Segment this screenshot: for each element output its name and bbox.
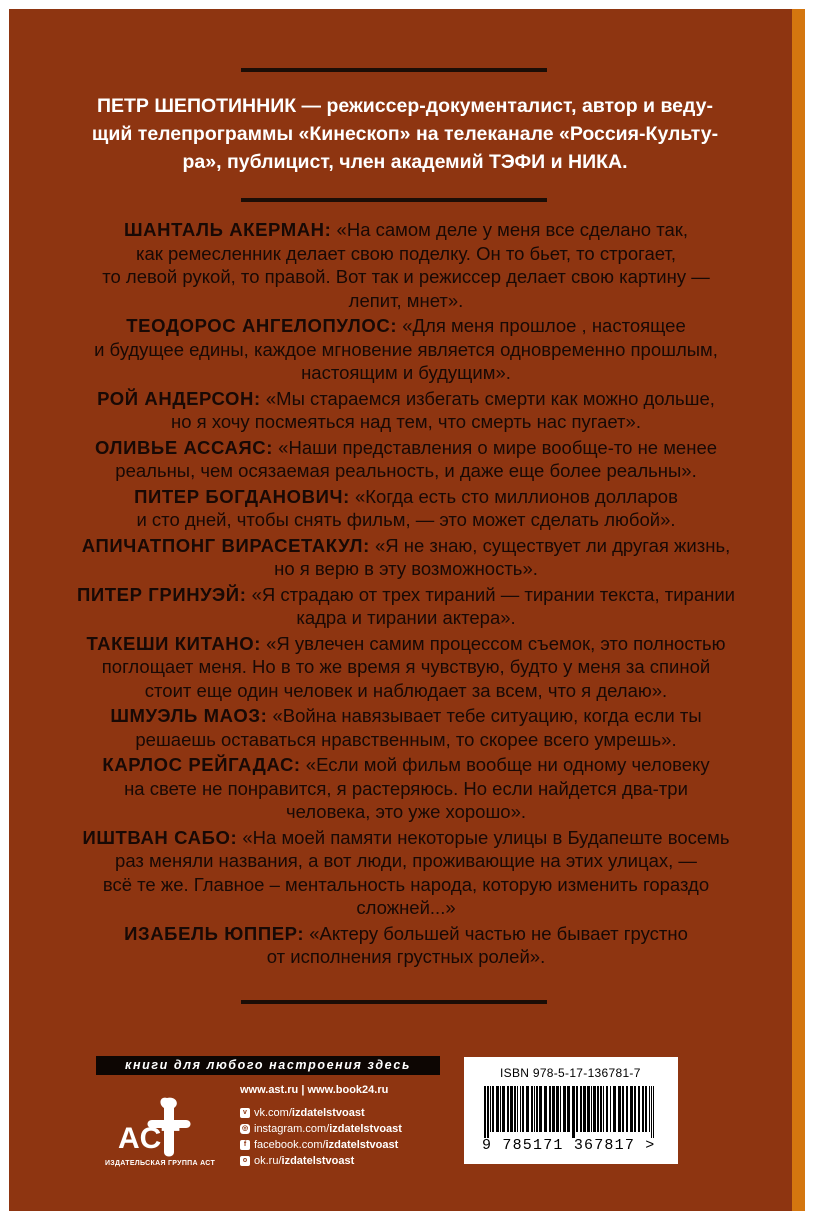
barcode-bar	[649, 1086, 650, 1132]
top-divider	[241, 68, 547, 72]
bio-line: ра», публицист, член академий ТЭФИ и НИКА.	[182, 151, 628, 173]
quote-line: сложней...»	[356, 897, 456, 918]
quote-block	[30, 436, 782, 483]
social-link-ok[interactable]: o ok.ru/ izdatelstvoast	[240, 1153, 402, 1169]
book-spine-edge	[792, 9, 805, 1211]
barcode-bar	[576, 1086, 578, 1132]
barcode-bar	[539, 1086, 542, 1132]
barcode-bar	[520, 1086, 521, 1132]
quote-block	[30, 753, 782, 824]
barcode-bar	[549, 1086, 551, 1132]
quote-first-line	[30, 387, 782, 411]
barcode-bar	[556, 1086, 559, 1132]
quote-block	[30, 826, 782, 920]
director-name: РОЙ АНДЕРСОН:	[97, 387, 261, 409]
quote-block	[30, 583, 782, 630]
quote-line: и будущее едины, каждое мгновение является одновременно прошлым,	[94, 338, 718, 360]
quote-first-line	[30, 485, 782, 509]
barcode-bar	[634, 1086, 636, 1132]
quote-first-line	[30, 704, 782, 728]
barcode-bar	[544, 1086, 547, 1132]
barcode-bar	[651, 1086, 652, 1138]
barcode-bar	[510, 1086, 513, 1132]
quote-line: то левой рукой, то правой. Вот так и режиссер делает свою картину —	[102, 266, 710, 287]
quote-first-line	[30, 314, 782, 338]
quote-text: «Актеру большей частью не бывает грустно	[304, 922, 688, 944]
instagram-icon: ◎	[241, 1125, 249, 1132]
director-name: КАРЛОС РЕЙГАДАС:	[102, 754, 301, 775]
barcode-bar	[492, 1086, 494, 1132]
quote-first-line	[30, 753, 782, 777]
quote-line: от исполнения грустных ролей».	[266, 946, 546, 967]
quote-text: «Для меня прошлое , настоящее	[397, 315, 686, 336]
director-name: ШМУЭЛЬ МАОЗ:	[110, 705, 268, 726]
quote-block	[30, 314, 782, 385]
barcode-bar	[536, 1086, 538, 1132]
barcode-bar	[606, 1086, 608, 1132]
quote-block	[30, 704, 782, 751]
barcode-bar	[591, 1086, 592, 1132]
barcode-bar	[645, 1086, 647, 1132]
barcode-digits: 9 785171 367817 >	[482, 1137, 656, 1154]
quote-first-line	[30, 218, 782, 242]
director-name: АПИЧАТПОНГ ВИРАСЕТАКУЛ:	[81, 534, 370, 556]
barcode-bar	[587, 1086, 590, 1132]
quote-line: лепит, мнет».	[348, 289, 464, 311]
quote-text: «Мы стараемся избегать смерти как можно дольше,	[260, 387, 715, 409]
quote-first-line	[30, 436, 782, 460]
quote-text: «Я увлечен самим процессом съемок, это полностью	[261, 632, 726, 654]
director-name: ИЗАБЕЛЬ ЮППЕР:	[124, 922, 305, 944]
quote-first-line	[30, 922, 782, 946]
barcode-bar	[600, 1086, 602, 1132]
director-name: ПИТЕР ГРИНУЭЙ:	[76, 583, 247, 605]
odnoklassniki-icon: o	[240, 1156, 250, 1166]
middle-divider	[241, 198, 547, 202]
barcode-bar	[490, 1086, 491, 1132]
facebook-icon: f	[240, 1140, 250, 1150]
isbn-barcode-box	[464, 1057, 678, 1164]
vk-icon: v	[240, 1108, 250, 1118]
quote-block	[30, 218, 782, 312]
director-name: ШАНТАЛЬ АКЕРМАН:	[123, 219, 332, 240]
barcode-bar	[507, 1086, 509, 1132]
barcode-bar	[567, 1086, 570, 1132]
quote-line: но я хочу посмеяться над тем, что смерть нас пугает».	[171, 411, 641, 432]
quote-line: поглощает меня. Но в то же время я чувствую, будто у меня за спиной	[101, 656, 711, 677]
barcode-bar	[618, 1086, 621, 1132]
barcode-bar	[526, 1086, 529, 1132]
quote-text: «Наши представления о мире вообще-то не менее	[273, 436, 718, 458]
barcode-bar	[603, 1086, 604, 1132]
quote-block	[30, 632, 782, 703]
quote-first-line	[30, 534, 782, 558]
ast-logo-icon	[112, 1090, 212, 1160]
publisher-slogan: книги для любого настроения здесь	[96, 1056, 440, 1075]
barcode-bar	[638, 1086, 640, 1132]
director-name: ТЕОДОРОС АНГЕЛОПУЛОС:	[126, 315, 398, 336]
barcode-bar	[593, 1086, 596, 1132]
quote-text: «На моей памяти некоторые улицы в Будапеште восемь	[237, 826, 730, 848]
social-link-instagram[interactable]: ◎ instagram.com/ izdatelstvoast	[241, 1123, 402, 1135]
quote-block	[30, 534, 782, 581]
barcode-bar	[622, 1086, 624, 1132]
barcode-bar	[487, 1086, 489, 1138]
barcode-bar	[597, 1086, 599, 1132]
barcode-bar	[531, 1086, 533, 1132]
quote-line: раз меняли названия, а вот люди, проживающие на этих улицах, —	[115, 850, 697, 871]
quote-text: «Война навязывает тебе ситуацию, когда если ты	[267, 705, 702, 726]
barcode-bar	[630, 1086, 633, 1132]
quote-first-line	[30, 632, 782, 656]
barcode-bar	[653, 1086, 654, 1138]
quote-first-line	[30, 826, 782, 850]
quote-text: «Когда есть сто миллионов долларов	[349, 485, 678, 507]
director-name: ИШТВАН САБО:	[82, 826, 238, 848]
barcode	[484, 1086, 660, 1138]
barcode-bar	[484, 1086, 486, 1138]
quote-line: человека, это уже хорошо».	[285, 801, 527, 822]
quote-text: «Если мой фильм вообще ни одному человеку	[300, 754, 710, 775]
barcode-bar	[514, 1086, 516, 1132]
quote-text: «На самом деле у меня все сделано так,	[331, 219, 689, 240]
quote-line: стоит еще один человек и наблюдает за всем, что я делаю».	[144, 679, 668, 701]
barcode-bar	[613, 1086, 616, 1132]
isbn-number: ISBN 978-5-17-136781-7	[500, 1066, 641, 1080]
barcode-bar	[500, 1086, 501, 1132]
barcode-bar	[626, 1086, 628, 1132]
director-name: ОЛИВЬЕ АССАЯС:	[94, 436, 274, 458]
barcode-bar	[563, 1086, 566, 1132]
barcode-bar	[580, 1086, 582, 1132]
barcode-bar	[552, 1086, 555, 1132]
social-link-vk[interactable]: v vk.com/ izdatelstvoast	[240, 1105, 402, 1121]
barcode-bar	[502, 1086, 505, 1132]
quote-line: настоящим и будущим».	[301, 362, 511, 383]
barcode-bar	[496, 1086, 499, 1132]
publisher-name: ИЗДАТЕЛЬСКАЯ ГРУППА АСТ	[104, 1160, 216, 1167]
director-name: ПИТЕР БОГДАНОВИЧ:	[134, 485, 350, 507]
bio-line: щий телепрограммы «Кинескоп» на телеканале «Россия-Культу-	[91, 123, 719, 145]
quote-line: и сто дней, чтобы снять фильм, — это может сделать любой».	[136, 509, 676, 530]
social-link-facebook[interactable]: f facebook.com/ izdatelstvoast	[240, 1137, 402, 1153]
quote-line: на свете не понравится, я растеряюсь. Но если найдется два-три	[124, 777, 688, 799]
quote-line: кадра и тирании актера».	[296, 607, 516, 628]
barcode-bar	[610, 1086, 611, 1132]
barcode-bar	[572, 1086, 575, 1138]
author-bio	[60, 92, 750, 176]
director-name: ТАКЕШИ КИТАНО:	[86, 632, 261, 654]
website-links[interactable]: www.ast.ru | www.book24.ru	[240, 1084, 389, 1096]
quote-block	[30, 387, 782, 434]
bottom-divider	[241, 1000, 547, 1004]
barcode-bar	[583, 1086, 586, 1132]
quote-text: «Я страдаю от трех тираний — тирании текста, тирании	[246, 583, 735, 605]
quote-block	[30, 922, 782, 969]
quote-line: как ремесленник делает свою поделку. Он то бьет, то строгает,	[135, 242, 676, 264]
publisher-links	[240, 1084, 402, 1169]
quote-line: реальны, чем осязаемая реальность, и даже еще более реальны».	[115, 460, 697, 481]
bio-line: ПЕТР ШЕПОТИННИК — режиссер-документалист, автор и веду-	[96, 95, 713, 117]
quote-line: всё те же. Главное – ментальность народа, которую изменить гораздо	[102, 873, 710, 895]
director-quotes	[30, 218, 782, 971]
quote-text: «Я не знаю, существует ли другая жизнь,	[369, 534, 731, 556]
quote-line: решаешь оставаться нравственным, то скорее всего умрешь».	[135, 728, 677, 750]
barcode-bar	[560, 1086, 561, 1132]
quote-line: но я верю в эту возможность».	[274, 558, 538, 579]
barcode-bar	[534, 1086, 535, 1132]
barcode-bar	[517, 1086, 518, 1132]
quote-first-line	[30, 583, 782, 607]
logo-lettering: ACT	[118, 1122, 180, 1155]
barcode-bar	[522, 1086, 524, 1132]
barcode-bar	[642, 1086, 644, 1132]
quote-block	[30, 485, 782, 532]
